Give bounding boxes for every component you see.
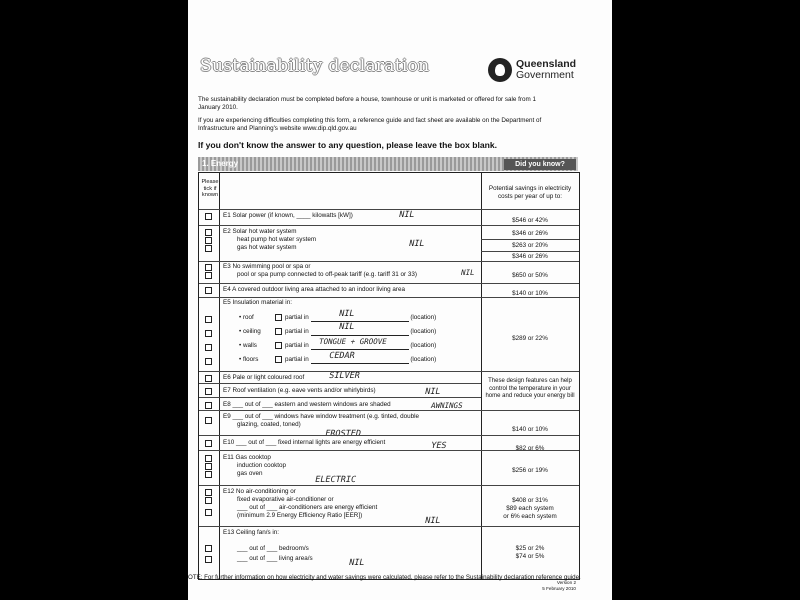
e11-saving: $256 or 19% [512, 467, 548, 474]
e5-floors-checkbox[interactable] [205, 358, 212, 365]
e3-nopool-checkbox[interactable] [205, 264, 212, 271]
savings-header: Potential savings in electricity costs per year of up to: [488, 185, 572, 200]
e3-nopool-label: E3 No swimming pool or spa or [223, 263, 311, 270]
e12-saving-1: $408 or 31% [512, 497, 548, 504]
e10-label: E10 ___ out of ___ fixed internal lights are energy efficient [223, 439, 386, 446]
e13-saving-2: $74 or 5% [515, 553, 545, 560]
e2-answer: NIL [407, 239, 426, 249]
e5-walls-answer: TONGUE + GROOVE [318, 337, 388, 346]
e11-gas-oven-checkbox[interactable] [205, 471, 212, 478]
e13-living-checkbox[interactable] [205, 556, 212, 563]
e12-efficient-checkbox[interactable] [205, 509, 212, 516]
page-title: Sustainability declaration [200, 56, 430, 76]
e2-heatpump-checkbox[interactable] [205, 237, 212, 244]
e12-saving-3: or 6% each system [503, 513, 557, 520]
e13-bedroom-label: ___ out of ___ bedroom/s [237, 545, 309, 552]
e3-offpeak-checkbox[interactable] [205, 272, 212, 279]
e2-solar-saving: $346 or 26% [512, 230, 548, 237]
blank-instruction: If you don't know the answer to any question, please leave the box blank. [198, 140, 498, 150]
e12-saving-2: $89 each system [506, 505, 554, 512]
section-title: 1. Energy [202, 159, 239, 168]
e5-ceiling-answer: NIL [337, 322, 356, 332]
e2-heatpump-saving: $263 or 20% [512, 242, 548, 249]
tick-header: Please tick if known [201, 179, 219, 199]
e7-label: E7 Roof ventilation (e.g. eave vents and/or whirlybirds) [223, 387, 376, 394]
e10-checkbox[interactable] [205, 440, 212, 447]
e9-saving: $140 or 10% [512, 426, 548, 433]
e12-eer-label: (minimum 2.9 Energy Efficiency Ratio [EER]) [237, 512, 363, 519]
e7-answer: NIL [423, 387, 442, 397]
version-info: Version 2 5 February 2010 [542, 580, 576, 591]
e12-evaporative-checkbox[interactable] [205, 497, 212, 504]
intro-paragraph-1: The sustainability declaration must be completed before a house, townhouse or unit is marketed or offered for sale from 1 January 2010. [198, 96, 536, 112]
e11-gas-cooktop-label: E11 Gas cooktop [223, 454, 271, 461]
e5-roof-checkbox[interactable] [205, 316, 212, 323]
e1-saving: $546 or 42% [512, 217, 548, 224]
e10-answer: YES [429, 441, 448, 451]
queensland-government-logo [488, 58, 576, 82]
e2-solar-checkbox[interactable] [205, 229, 212, 236]
e5-ceiling-checkbox[interactable] [205, 330, 212, 337]
e2-gas-saving: $346 or 26% [512, 253, 548, 260]
footer-note: OTE: For further information on how electricity and water savings were calculated, please refer to the Sustainability declaration reference guide. [188, 574, 581, 581]
e8-answer: AWNINGS [430, 401, 464, 410]
e4-checkbox[interactable] [205, 287, 212, 294]
e5-floors-answer: CEDAR [327, 351, 356, 361]
e12-answer: NIL [423, 516, 442, 526]
e5-label: E5 Insulation material in: [223, 299, 292, 306]
did-you-know-label: Did you know? [504, 159, 576, 170]
qld-emblem-icon [488, 58, 512, 82]
e13-bedroom-checkbox[interactable] [205, 545, 212, 552]
e6-e8-info: These design features can help control the temperature in your home and reduce your energy bill [485, 378, 575, 400]
e6-checkbox[interactable] [205, 375, 212, 382]
e4-label: E4 A covered outdoor living area attached to an indoor living area [223, 286, 406, 293]
e1-label: E1 Solar power (if known, ____ kilowatts [kW]) [223, 212, 353, 219]
e6-answer: SILVER [327, 371, 361, 381]
e5-ceiling-partial: partial in (location) [275, 328, 436, 336]
intro-paragraph-2: If you are experiencing difficulties completing this form, a reference guide and fact sheet are available on the Department of Infrastructure and Planning's website www.dip.qld.gov.au [198, 116, 542, 133]
e4-saving: $140 or 10% [512, 290, 548, 297]
e3-offpeak-label: pool or spa pump connected to off-peak tariff (e.g. tariff 31 or 33) [237, 271, 417, 278]
e8-checkbox[interactable] [205, 402, 212, 409]
e5-saving: $289 or 22% [512, 335, 548, 342]
intro-text [198, 96, 558, 138]
e11-gas-cooktop-checkbox[interactable] [205, 455, 212, 462]
e1-answer: NIL [397, 210, 416, 220]
e13-saving-1: $25 or 2% [515, 545, 545, 552]
e13-answer: NIL [347, 558, 366, 568]
e7-checkbox[interactable] [205, 388, 212, 395]
e5-floors-partial: partial in (location) [275, 356, 436, 364]
e1-checkbox[interactable] [205, 213, 212, 220]
e9-label: E9 ___ out of ___ windows have window treatment (e.g. tinted, double [223, 413, 420, 420]
e5-walls-partial: partial in (location) [275, 342, 436, 350]
e9-answer: FROSTED [323, 429, 362, 439]
e13-label: E13 Ceiling fan/s in: [223, 529, 280, 536]
e12-efficient-label: ___ out of ___ air-conditioners are energy efficient [237, 504, 378, 511]
e5-walls-checkbox[interactable] [205, 344, 212, 351]
e12-none-label: E12 No air-conditioning or [223, 488, 296, 495]
e11-induction-checkbox[interactable] [205, 463, 212, 470]
e5-ceiling-label: • ceiling [239, 328, 261, 335]
brand-line2: Government [516, 69, 574, 81]
e9-checkbox[interactable] [205, 417, 212, 424]
e12-none-checkbox[interactable] [205, 489, 212, 496]
e2-heatpump-label: heat pump hot water system [237, 236, 317, 243]
e5-roof-partial: partial in (location) [275, 314, 436, 322]
e9-label-2: glazing, coated, toned) [237, 421, 301, 428]
e5-walls-label: • walls [239, 342, 257, 349]
e2-solar-label: E2 Solar hot water system [223, 228, 297, 235]
e5-roof-label: • roof [239, 314, 254, 321]
brand-line1: Queensland [516, 58, 577, 70]
e2-gas-checkbox[interactable] [205, 245, 212, 252]
e8-label: E8 ___ out of ___ eastern and western windows are shaded [223, 401, 391, 408]
e6-label: E6 Pale or light coloured roof [223, 374, 305, 381]
e13-living-label: ___ out of ___ living area/s [237, 555, 313, 562]
e2-gas-label: gas hot water system [237, 244, 297, 251]
e3-saving: $650 or 50% [512, 272, 548, 279]
energy-form-table [198, 172, 580, 580]
e12-evaporative-label: fixed evaporative air-conditioner or [237, 496, 334, 503]
form-page [188, 0, 612, 600]
e5-roof-answer: NIL [337, 309, 356, 319]
e3-answer: NIL [460, 268, 476, 277]
e11-gas-oven-label: gas oven [237, 470, 263, 477]
e11-induction-label: induction cooktop [237, 462, 287, 469]
e11-answer: ELECTRIC [313, 475, 358, 485]
e10-saving: $82 or 6% [515, 445, 545, 452]
e5-floors-label: • floors [239, 356, 259, 363]
